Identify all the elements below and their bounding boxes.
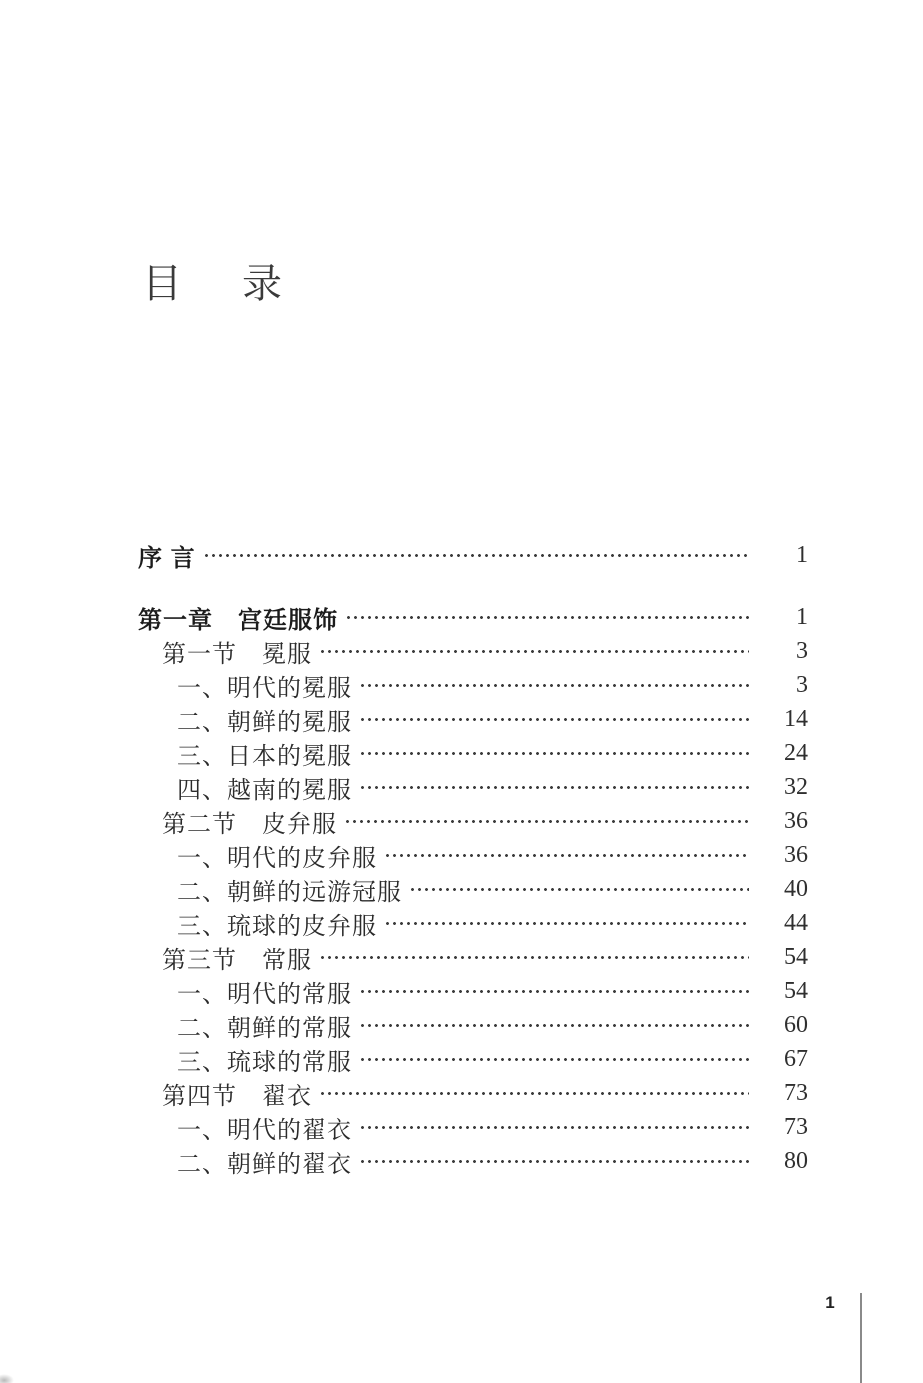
toc-entry xyxy=(138,770,808,804)
toc-entry-page: 3 xyxy=(796,671,808,698)
toc-leader-dots xyxy=(359,1110,749,1144)
toc-entry-label: 第三节 常服 xyxy=(162,947,312,974)
toc-entry-page: 54 xyxy=(784,977,808,1004)
toc-entry xyxy=(138,668,808,702)
toc-entry-label: 三、琉球的皮弁服 xyxy=(177,913,377,940)
toc-leader-dots xyxy=(409,872,749,906)
toc-leader-dots xyxy=(359,974,749,1008)
toc-entry-label: 四、越南的冕服 xyxy=(177,777,352,804)
toc-entry xyxy=(138,538,808,572)
toc-entry-page: 67 xyxy=(784,1045,808,1072)
toc-entry xyxy=(138,1076,808,1110)
toc-entry-label: 一、明代的翟衣 xyxy=(177,1117,352,1144)
scan-smudge xyxy=(0,1374,14,1383)
toc-entry-label: 一、明代的常服 xyxy=(177,981,352,1008)
toc-leader-dots xyxy=(359,1144,749,1178)
toc-entry xyxy=(138,906,808,940)
footer-page-number: 1 xyxy=(825,1293,835,1312)
toc-entry xyxy=(138,872,808,906)
toc-entry-page: 60 xyxy=(784,1011,808,1038)
toc-leader-dots xyxy=(359,736,749,770)
toc-entry-label: 序 言 xyxy=(138,544,196,572)
toc-leader-dots xyxy=(384,906,749,940)
toc-entry-label: 一、明代的皮弁服 xyxy=(177,845,377,872)
toc-entry-page: 1 xyxy=(796,603,808,630)
toc-entry-page: 1 xyxy=(796,541,808,568)
toc-leader-dots xyxy=(319,634,749,668)
toc-entry-page: 54 xyxy=(784,943,808,970)
toc-leader-dots xyxy=(345,600,749,634)
toc-entry-page: 36 xyxy=(784,841,808,868)
toc-entry-label: 三、琉球的常服 xyxy=(177,1049,352,1076)
toc-entry-label: 三、日本的冕服 xyxy=(177,743,352,770)
toc-entry xyxy=(138,974,808,1008)
toc-leader-dots xyxy=(344,804,749,838)
toc-entry-page: 73 xyxy=(784,1079,808,1106)
toc-entry-label: 第二节 皮弁服 xyxy=(162,811,337,838)
toc-entry-page: 80 xyxy=(784,1147,808,1174)
toc-list xyxy=(138,538,808,1178)
toc-entry xyxy=(138,1110,808,1144)
toc-entry-page: 32 xyxy=(784,773,808,800)
toc-entry-page: 40 xyxy=(784,875,808,902)
toc-entry xyxy=(138,838,808,872)
toc-leader-dots xyxy=(359,1008,749,1042)
toc-entry xyxy=(138,940,808,974)
toc-entry-label: 第一节 冕服 xyxy=(162,641,312,668)
toc-entry-page: 14 xyxy=(784,705,808,732)
toc-entry-page: 3 xyxy=(796,637,808,664)
toc-entry xyxy=(138,804,808,838)
toc-entry-page: 24 xyxy=(784,739,808,766)
toc-entry xyxy=(138,1144,808,1178)
toc-entry-page: 36 xyxy=(784,807,808,834)
toc-entry xyxy=(138,1008,808,1042)
toc-entry xyxy=(138,600,808,634)
toc-leader-dots xyxy=(359,770,749,804)
toc-entry-label: 二、朝鲜的翟衣 xyxy=(177,1151,352,1178)
toc-entry-label: 二、朝鲜的常服 xyxy=(177,1015,352,1042)
toc-entry-label: 第一章 宫廷服饰 xyxy=(138,606,338,634)
toc-entry-label: 一、明代的冕服 xyxy=(177,675,352,702)
toc-entry xyxy=(138,634,808,668)
toc-entry xyxy=(138,702,808,736)
toc-leader-dots xyxy=(384,838,749,872)
toc-entry-page: 73 xyxy=(784,1113,808,1140)
page-edge-rule xyxy=(860,1293,862,1383)
toc-leader-dots xyxy=(319,940,749,974)
toc-leader-dots xyxy=(203,538,749,572)
toc-leader-dots xyxy=(359,668,749,702)
toc-entry-page: 44 xyxy=(784,909,808,936)
page-title: 目 录 xyxy=(142,261,292,306)
toc-entry xyxy=(138,1042,808,1076)
toc-entry-label: 二、朝鲜的冕服 xyxy=(177,709,352,736)
toc-entry-label: 二、朝鲜的远游冠服 xyxy=(177,879,402,906)
toc-leader-dots xyxy=(359,1042,749,1076)
toc-leader-dots xyxy=(359,702,749,736)
toc-entry xyxy=(138,736,808,770)
toc-leader-dots xyxy=(319,1076,749,1110)
toc-entry-label: 第四节 翟衣 xyxy=(162,1083,312,1110)
